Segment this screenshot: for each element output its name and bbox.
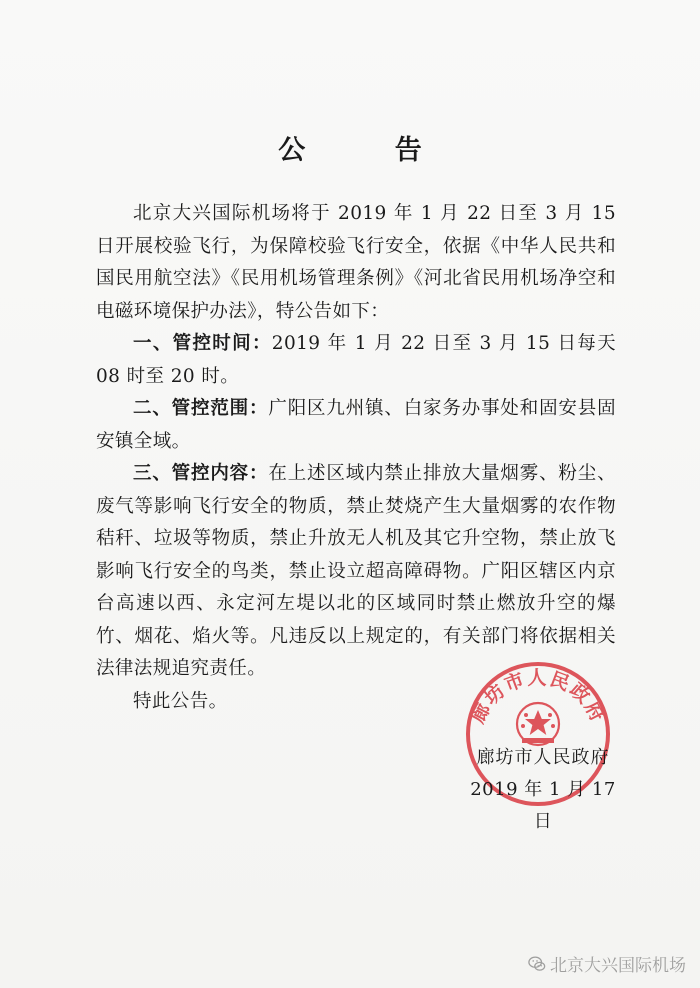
item-1-paragraph	[96, 328, 616, 393]
item-3-heading: 三、管控内容：	[133, 463, 269, 484]
wechat-icon	[528, 955, 546, 973]
item-2-text: 广阳区九州镇、白家务办事处和固安县固安镇全域。	[96, 398, 616, 452]
item-2-heading: 二、管控范围：	[133, 398, 269, 419]
signature-organization: 廊坊市人民政府	[476, 747, 610, 768]
seal-text-path: 廊坊市人民政府	[466, 667, 610, 727]
item-1-heading: 一、管控时间：	[133, 333, 272, 354]
document-body	[96, 198, 616, 718]
signature-block	[458, 742, 628, 838]
intro-paragraph: 北京大兴国际机场将于 2019 年 1 月 22 日至 3 月 15 日开展校验飞行，为保障校验飞行安全，依据《中华人民共和国民用航空法》《民用机场管理条例》《河北省民用机场净空和电磁环境保护办法》，特公告如下：	[96, 203, 616, 322]
closing-paragraph: 特此公告。	[133, 690, 228, 712]
seal-emblem	[517, 703, 559, 745]
item-3-text: 在上述区域内禁止排放大量烟雾、粉尘、废气等影响飞行安全的物质，禁止焚烧产生大量烟雾的农作物秸秆、垃圾等物质，禁止升放无人机及其它升空物，禁止放飞影响飞行安全的鸟类，禁止设立超高障碍物。广阳区辖区内京台高速以西、永定河左堤以北的区域同时禁止燃放升空的爆竹、烟花、焰火等。凡违反以上规定的，有关部门将依据相关法律法规追究责任。	[96, 463, 616, 679]
watermark-text: 北京大兴国际机场	[550, 956, 686, 976]
document-title: 公 告	[278, 135, 462, 166]
item-2-paragraph	[96, 393, 616, 458]
watermark	[528, 951, 686, 976]
signature-date: 2019 年 1 月 17 日	[470, 779, 616, 832]
item-1-text: 2019 年 1 月 22 日至 3 月 15 日每天 08 时至 20 时。	[96, 333, 616, 387]
